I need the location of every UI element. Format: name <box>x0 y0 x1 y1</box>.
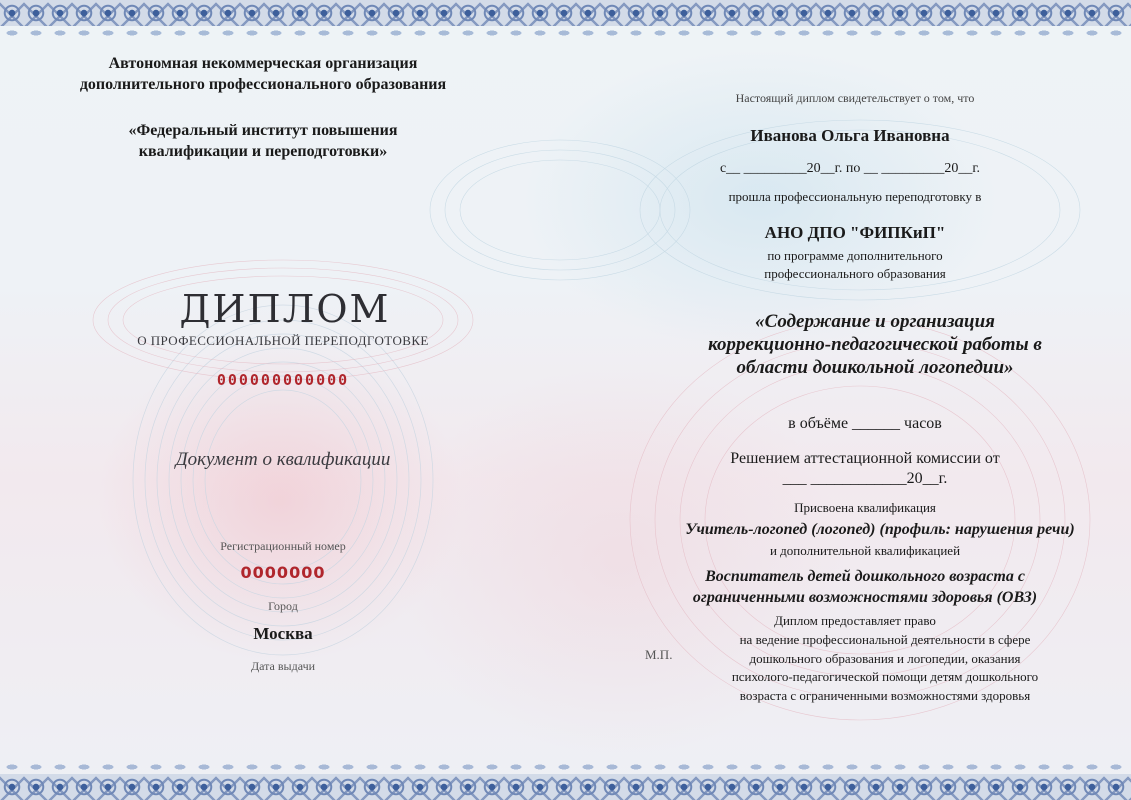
institute-name-line1: «Федеральный институт повышения <box>128 122 398 139</box>
organization-short-name: АНО ДПО "ФИПКиП" <box>764 223 946 242</box>
rights-description-line3: психолого-педагогической помощи детям дошкольного <box>731 669 1039 684</box>
commission-decision-line1: Решением аттестационной комиссии от <box>730 450 1000 467</box>
bottom-ornament-fringe <box>0 762 1131 772</box>
city-label: Город <box>268 599 298 613</box>
registration-number-label: Регистрационный номер <box>220 539 346 553</box>
organization-name <box>20 53 506 95</box>
qualification-assigned-label: Присвоена квалификация <box>794 500 936 515</box>
diploma-subtitle: О ПРОФЕССИОНАЛЬНОЙ ПЕРЕПОДГОТОВКЕ <box>137 333 429 348</box>
qualification-main: Учитель-логопед (логопед) (профиль: нарушения речи) <box>685 521 1075 538</box>
institute-name-line2: квалификации и переподготовки» <box>138 143 388 160</box>
rights-description-line4: возраста с ограниченными возможностями здоровья <box>739 687 1031 703</box>
bottom-ornament-border <box>0 774 1131 800</box>
city-value: Москва <box>253 624 313 643</box>
top-ornament-border <box>0 0 1131 26</box>
stamp-place-label: М.П. <box>645 647 673 662</box>
document-qualification-caption: Документ о квалификации <box>175 449 391 470</box>
study-period: с__ _________20__г. по __ _________20__г. <box>719 161 981 176</box>
issue-date-label: Дата выдачи <box>250 659 316 673</box>
commission-decision-line2: ___ ____________20__г. <box>782 470 948 487</box>
program-name <box>650 310 1100 379</box>
commission-decision <box>640 449 1090 489</box>
certifies-text: Настоящий диплом свидетельствует о том, что <box>735 91 975 105</box>
holder-name: Иванова Ольга Ивановна <box>750 126 950 145</box>
rights-description <box>680 631 1090 705</box>
program-hours: в объёме ______ часов <box>788 415 942 432</box>
additional-qualification-line1: Воспитатель детей дошкольного возраста с <box>705 568 1025 585</box>
top-ornament-fringe <box>0 28 1131 38</box>
program-label <box>660 247 1050 283</box>
rights-description-line1: на ведение профессиональной деятельности в сфере <box>739 632 1031 647</box>
rights-label: Диплом предоставляет право <box>774 613 936 628</box>
rights-description-line2: дошкольного образования и логопедии, оказания <box>749 650 1021 666</box>
program-name-line1: «Содержание и организация <box>755 311 995 332</box>
additional-qualification-line2: ограниченными возможностями здоровья (ОВЗ) <box>692 589 1038 606</box>
organization-name-line2: дополнительного профессионального образования <box>79 76 447 93</box>
program-label-line2: профессионального образования <box>764 266 946 281</box>
diploma-title: ДИПЛОМ <box>179 287 391 331</box>
passed-retraining-text: прошла профессиональную переподготовку в <box>728 189 982 204</box>
additional-qualification <box>640 566 1090 608</box>
program-name-line3: области дошкольной логопедии» <box>736 357 1014 378</box>
program-label-line1: по программе дополнительного <box>767 248 943 263</box>
additional-qualification-label: и дополнительной квалификацией <box>769 543 961 558</box>
registration-number: 0000000 <box>240 563 326 582</box>
diploma-serial-number: 000000000000 <box>216 371 350 389</box>
institute-name <box>20 120 506 162</box>
program-name-line2: коррекционно-педагогической работы в <box>708 334 1042 355</box>
organization-name-line1: Автономная некоммерческая организация <box>108 55 418 72</box>
